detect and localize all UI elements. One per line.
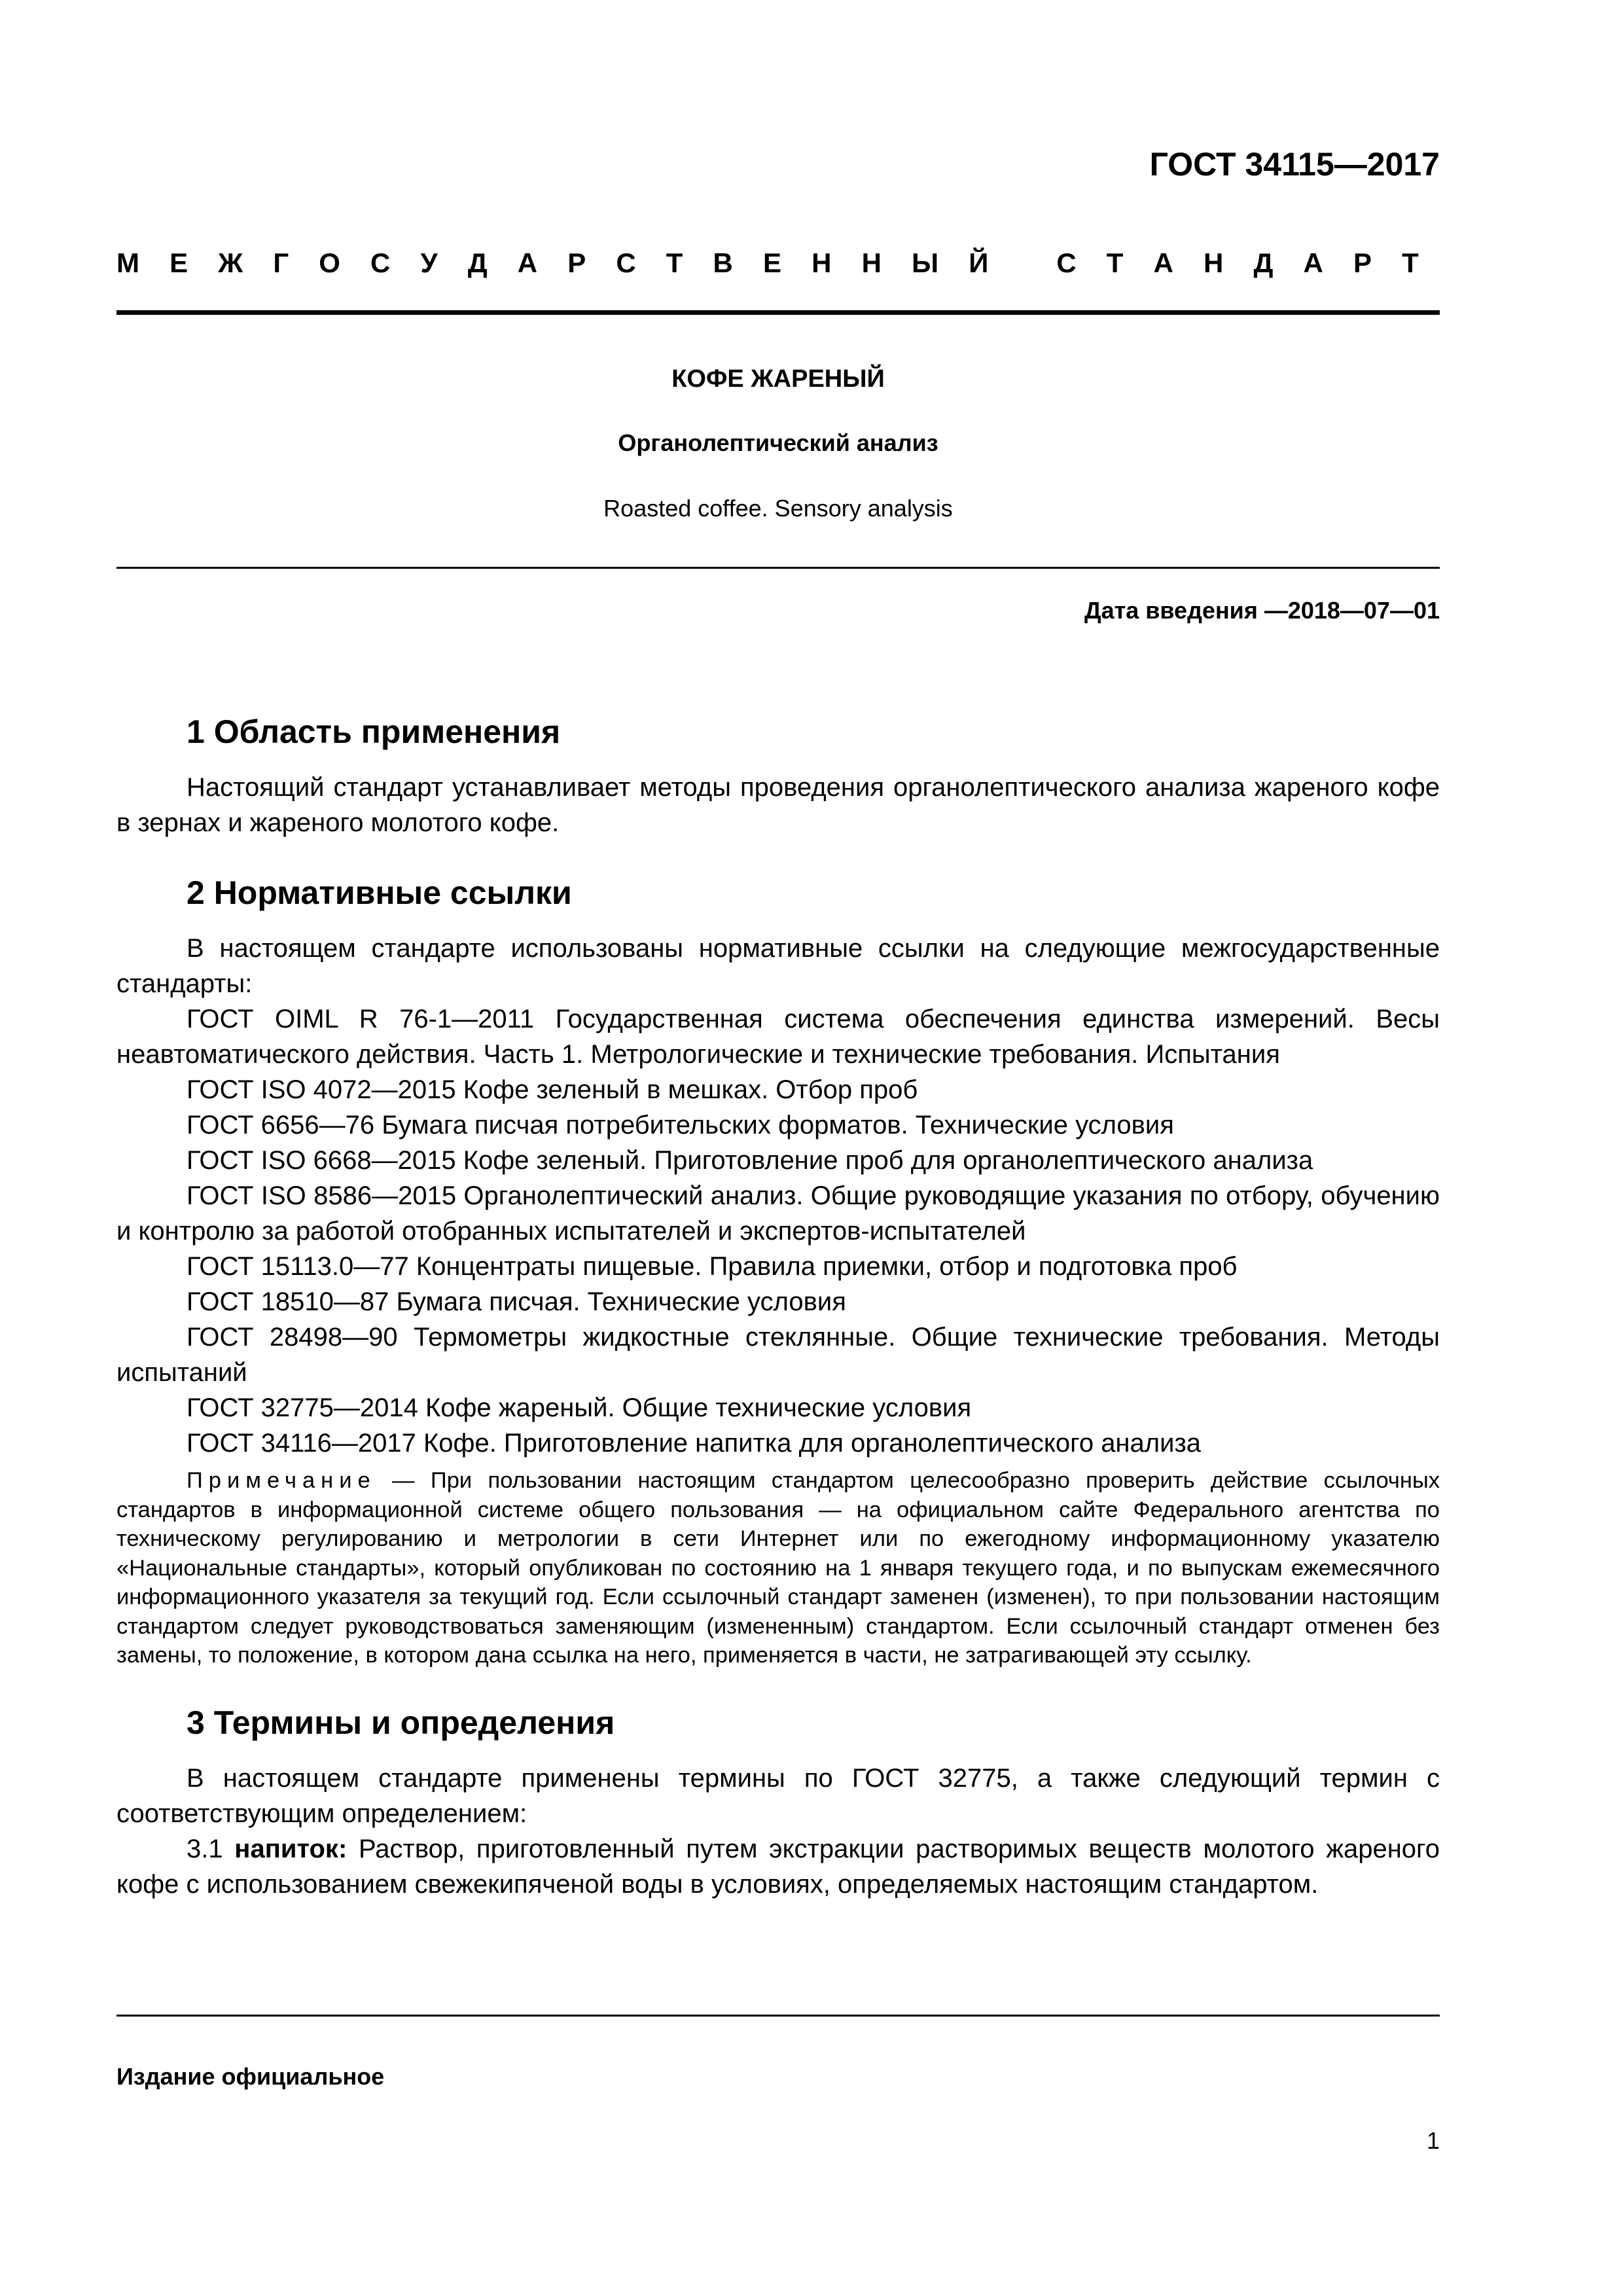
- banner-letter: Г: [273, 247, 289, 278]
- interstate-standard-banner: [116, 247, 1419, 279]
- banner-letter: Ж: [218, 247, 243, 278]
- document-body: [116, 712, 1440, 1902]
- introduction-date: Дата введения —2018—07—01: [1084, 597, 1440, 624]
- title-divider: [116, 567, 1440, 569]
- banner-letter: Й: [969, 247, 989, 278]
- banner-letter: Н: [1204, 247, 1224, 278]
- normative-reference: ГОСТ OIML R 76-1—2011 Государственная система обеспечения единства измерений. Весы неавтоматического действия. Часть 1. Метрологические и технические требования. Испытания: [116, 1005, 1440, 1069]
- official-edition-label: Издание официальное: [116, 2063, 385, 2090]
- banner-letter: Т: [1402, 247, 1419, 278]
- banner-letter: С: [370, 247, 391, 278]
- document-title: КОФЕ ЖАРЕНЫЙ: [671, 365, 885, 393]
- banner-letter: С: [616, 247, 636, 278]
- document-title-english: Roasted coffee. Sensory analysis: [603, 495, 953, 522]
- banner-letter: М: [116, 247, 139, 278]
- term-definition: [116, 1831, 1440, 1902]
- banner-letter: А: [1303, 247, 1323, 278]
- normative-reference: ГОСТ 15113.0—77 Концентраты пищевые. Правила приемки, отбор и подготовка проб: [187, 1252, 1238, 1281]
- document-number: ГОСТ 34115—2017: [1149, 146, 1440, 183]
- section-heading: 3 Термины и определения: [187, 1704, 615, 1741]
- banner-letter: Р: [1353, 247, 1372, 278]
- document-subtitle: Органолептический анализ: [618, 429, 938, 456]
- note: [116, 1466, 1440, 1670]
- term-definition-text: Раствор, приготовленный путем экстракции растворимых веществ молотого жареного кофе с использованием свежекипяченой воды в условиях, определяемых настоящим стандартом.: [116, 1834, 1440, 1899]
- note-label: Примечание: [187, 1468, 376, 1493]
- header-divider: [116, 310, 1440, 315]
- footer-divider: [116, 2015, 1440, 2017]
- normative-reference: ГОСТ 34116—2017 Кофе. Приготовление напитка для органолептического анализа: [187, 1429, 1202, 1458]
- section-paragraph: Настоящий стандарт устанавливает методы проведения органолептического анализа жареного кофе в зернах и жареного молотого кофе.: [116, 773, 1440, 837]
- banner-letter: Д: [1253, 247, 1274, 278]
- term-name: напиток:: [234, 1834, 348, 1863]
- banner-letter: А: [1153, 247, 1173, 278]
- normative-reference: ГОСТ 32775—2014 Кофе жареный. Общие технические условия: [187, 1393, 972, 1422]
- normative-reference: ГОСТ ISO 8586—2015 Органолептический анализ. Общие руководящие указания по отбору, обучению и контролю за работой отобранных испытателей и экспертов-испытателей: [116, 1181, 1440, 1246]
- banner-letter: Е: [169, 247, 188, 278]
- banner-letter: Н: [812, 247, 832, 278]
- banner-letter: Р: [567, 247, 586, 278]
- normative-reference: ГОСТ 6656—76 Бумага писчая потребительских форматов. Технические условия: [187, 1111, 1174, 1139]
- banner-letter: Ы: [912, 247, 939, 278]
- section-paragraph: В настоящем стандарте использованы нормативные ссылки на следующие межгосударственные стандарты:: [116, 934, 1440, 998]
- normative-reference: ГОСТ ISO 4072—2015 Кофе зеленый в мешках. Отбор проб: [187, 1075, 918, 1104]
- term-number: 3.1: [187, 1834, 235, 1863]
- banner-spacer: [1019, 247, 1027, 279]
- banner-letter: Д: [467, 247, 488, 278]
- section-heading: 2 Нормативные ссылки: [187, 874, 572, 911]
- banner-letter: В: [713, 247, 733, 278]
- banner-letter: Н: [861, 247, 882, 278]
- normative-reference: ГОСТ 28498—90 Термометры жидкостные стеклянные. Общие технические требования. Методы испытаний: [116, 1323, 1440, 1387]
- normative-reference: ГОСТ 18510—87 Бумага писчая. Технические условия: [187, 1287, 846, 1316]
- page-number: 1: [1426, 2127, 1440, 2154]
- section-heading: 1 Область применения: [187, 713, 561, 750]
- banner-letter: Е: [763, 247, 782, 278]
- banner-letter: У: [420, 247, 438, 278]
- banner-letter: А: [517, 247, 538, 278]
- note-text: — При пользовании настоящим стандартом целесообразно проверить действие ссылочных стандартов в информационной системе общего пользования — на официальном сайте Федерального агентства по техническому регулированию и метрологии в сети Интернет или по ежегодному информационному указателю «Национальные стандарты», который опубликован по состоянию на 1 января текущего года, и по выпускам ежемесячного информационного указателя за текущий год. Если ссылочный стандарт заменен (изменен), то при пользовании настоящим стандартом следует руководствоваться заменяющим (измененным) стандартом. Если ссылочный стандарт отменен без замены, то положение, в котором дана ссылка на него, применяется в части, не затрагивающей эту ссылку.: [116, 1468, 1440, 1668]
- banner-letter: С: [1056, 247, 1077, 278]
- banner-letter: Т: [666, 247, 683, 278]
- normative-reference: ГОСТ ISO 6668—2015 Кофе зеленый. Приготовление проб для органолептического анализа: [187, 1146, 1313, 1175]
- banner-letter: Т: [1106, 247, 1124, 278]
- section-paragraph: В настоящем стандарте применены термины по ГОСТ 32775, а также следующий термин с соответствующим определением:: [116, 1763, 1440, 1828]
- banner-letter: О: [319, 247, 340, 278]
